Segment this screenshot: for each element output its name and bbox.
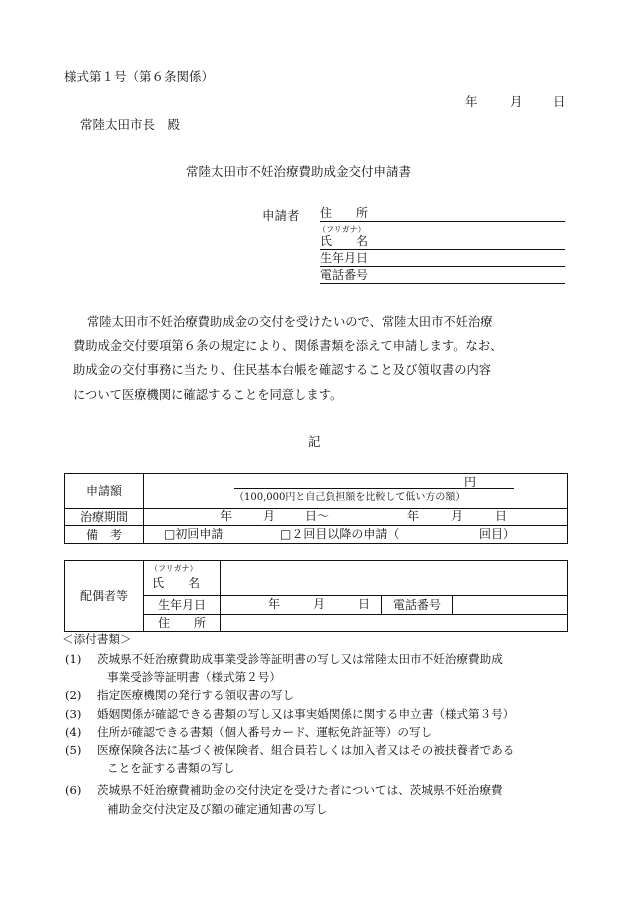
- remarks-field[interactable]: [144, 526, 568, 544]
- amount-field[interactable]: [144, 474, 568, 509]
- list-item: [65, 741, 605, 759]
- date-month-label: 月: [510, 94, 523, 109]
- item-text: 茨城県不妊治療費補助金の交付決定を受けた者については、茨城県不妊治療費: [97, 783, 503, 798]
- date-year-label: 年: [465, 94, 478, 109]
- list-item-continued: [65, 759, 605, 777]
- list-item-continued: [65, 800, 605, 818]
- applicant-furigana-label: （フリガナ）: [318, 225, 366, 234]
- item-text: 事業受診等証明書（様式第２号）: [107, 670, 281, 685]
- spouse-phone-field[interactable]: [453, 596, 568, 615]
- application-statement: [73, 310, 565, 407]
- spouse-birth-year: 年: [268, 597, 281, 611]
- times-suffix: 回目）: [479, 527, 516, 541]
- spouse-address-label: 住 所: [144, 615, 221, 632]
- list-item: [65, 723, 605, 741]
- spouse-address-field[interactable]: [221, 615, 568, 632]
- item-number: (4): [65, 724, 82, 739]
- period-end-day: 日: [495, 509, 508, 523]
- item-number: (6): [65, 783, 82, 798]
- item-number: (1): [65, 652, 82, 666]
- spouse-name-field[interactable]: [221, 561, 568, 596]
- remarks-label: 備 考: [65, 526, 144, 544]
- statement-line: 助成金の交付事務に当たり、住民基本台帳を確認すること及び領収書の内容: [73, 363, 492, 378]
- spouse-birthdate-label: 生年月日: [144, 596, 221, 615]
- item-text: ことを証する書類の写し: [107, 761, 235, 776]
- statement-line: について医療機関に確認することを同意します。: [73, 387, 343, 402]
- spouse-birth-day: 日: [358, 597, 371, 611]
- list-item-continued: [65, 668, 605, 686]
- first-application-checkbox[interactable]: □初回申請: [164, 527, 224, 541]
- spouse-phone-label: 電話番号: [382, 596, 453, 615]
- item-text: 医療保険各法に基づく被保険者、組合員若しくは加入者又はその被扶養者である: [97, 742, 515, 757]
- applicant-phone-label: 電話番号: [320, 268, 369, 282]
- attachments-heading: ＜添付書類＞: [62, 632, 132, 646]
- period-start-day: 日～: [305, 509, 330, 523]
- second-application-checkbox[interactable]: □２回目以降の申請（: [280, 527, 400, 541]
- item-number: (3): [65, 706, 82, 721]
- spouse-birthdate-field[interactable]: [221, 596, 382, 615]
- applicant-address-field[interactable]: [320, 205, 565, 222]
- list-item: [65, 650, 605, 668]
- item-text: 茨城県不妊治療費助成事業受診等証明書の写し又は常陸太田市不妊治療費助成: [97, 652, 503, 666]
- date-day-label: 日: [553, 94, 566, 109]
- period-field[interactable]: [144, 509, 568, 526]
- applicant-birthdate-field[interactable]: [320, 250, 565, 267]
- item-text: 住所が確認できる書類（個人番号カード、運転免許証等）の写し: [97, 724, 433, 739]
- ki-mark: 記: [308, 434, 321, 449]
- spouse-furigana-label: （フリガナ）: [150, 564, 198, 573]
- list-item: [65, 781, 605, 799]
- form-number: 様式第１号（第６条関係）: [64, 69, 215, 84]
- applicant-name-field[interactable]: [320, 233, 565, 250]
- spouse-label: 配偶者等: [65, 561, 144, 632]
- amount-note: （100,000円と自己負担額を比較して低い方の額）: [234, 492, 466, 503]
- statement-line: 常陸太田市不妊治療費助成金の交付を受けたいので、常陸太田市不妊治療: [87, 315, 493, 329]
- spouse-name-label: 氏 名: [152, 576, 201, 590]
- applicant-label: 申請者: [262, 208, 300, 223]
- applicant-address-label: 住 所: [320, 206, 369, 220]
- attachments-list: [65, 650, 605, 818]
- period-end-year: 年: [407, 509, 420, 523]
- list-item: [65, 686, 605, 704]
- period-label: 治療期間: [65, 509, 144, 526]
- spouse-table: [64, 560, 568, 632]
- period-end-month: 月: [451, 509, 464, 523]
- applicant-name-label: 氏 名: [320, 234, 369, 248]
- application-table: [64, 473, 568, 544]
- amount-unit: 円: [464, 475, 477, 489]
- item-number: (5): [65, 742, 82, 757]
- addressee: 常陸太田市長 殿: [80, 117, 181, 132]
- spouse-birth-month: 月: [313, 597, 326, 611]
- item-number: (2): [65, 688, 82, 703]
- period-start-year: 年: [220, 509, 233, 523]
- amount-label: 申請額: [65, 474, 144, 509]
- spouse-name-label-cell: [144, 561, 221, 596]
- item-text: 補助金交付決定及び額の確定通知書の写し: [107, 801, 328, 816]
- item-text: 指定医療機関の発行する領収書の写し: [97, 688, 295, 703]
- list-item: [65, 705, 605, 723]
- item-text: 婚姻関係が確認できる書類の写し又は事実婚関係に関する申立書（様式第３号）: [97, 706, 515, 721]
- applicant-birthdate-label: 生年月日: [320, 251, 369, 265]
- document-title: 常陸太田市不妊治療費助成金交付申請書: [186, 164, 412, 179]
- period-start-month: 月: [263, 509, 276, 523]
- statement-line: 費助成金交付要項第６条の規定により、関係書類を添えて申請します。なお、: [73, 339, 503, 354]
- applicant-phone-field[interactable]: [320, 267, 565, 284]
